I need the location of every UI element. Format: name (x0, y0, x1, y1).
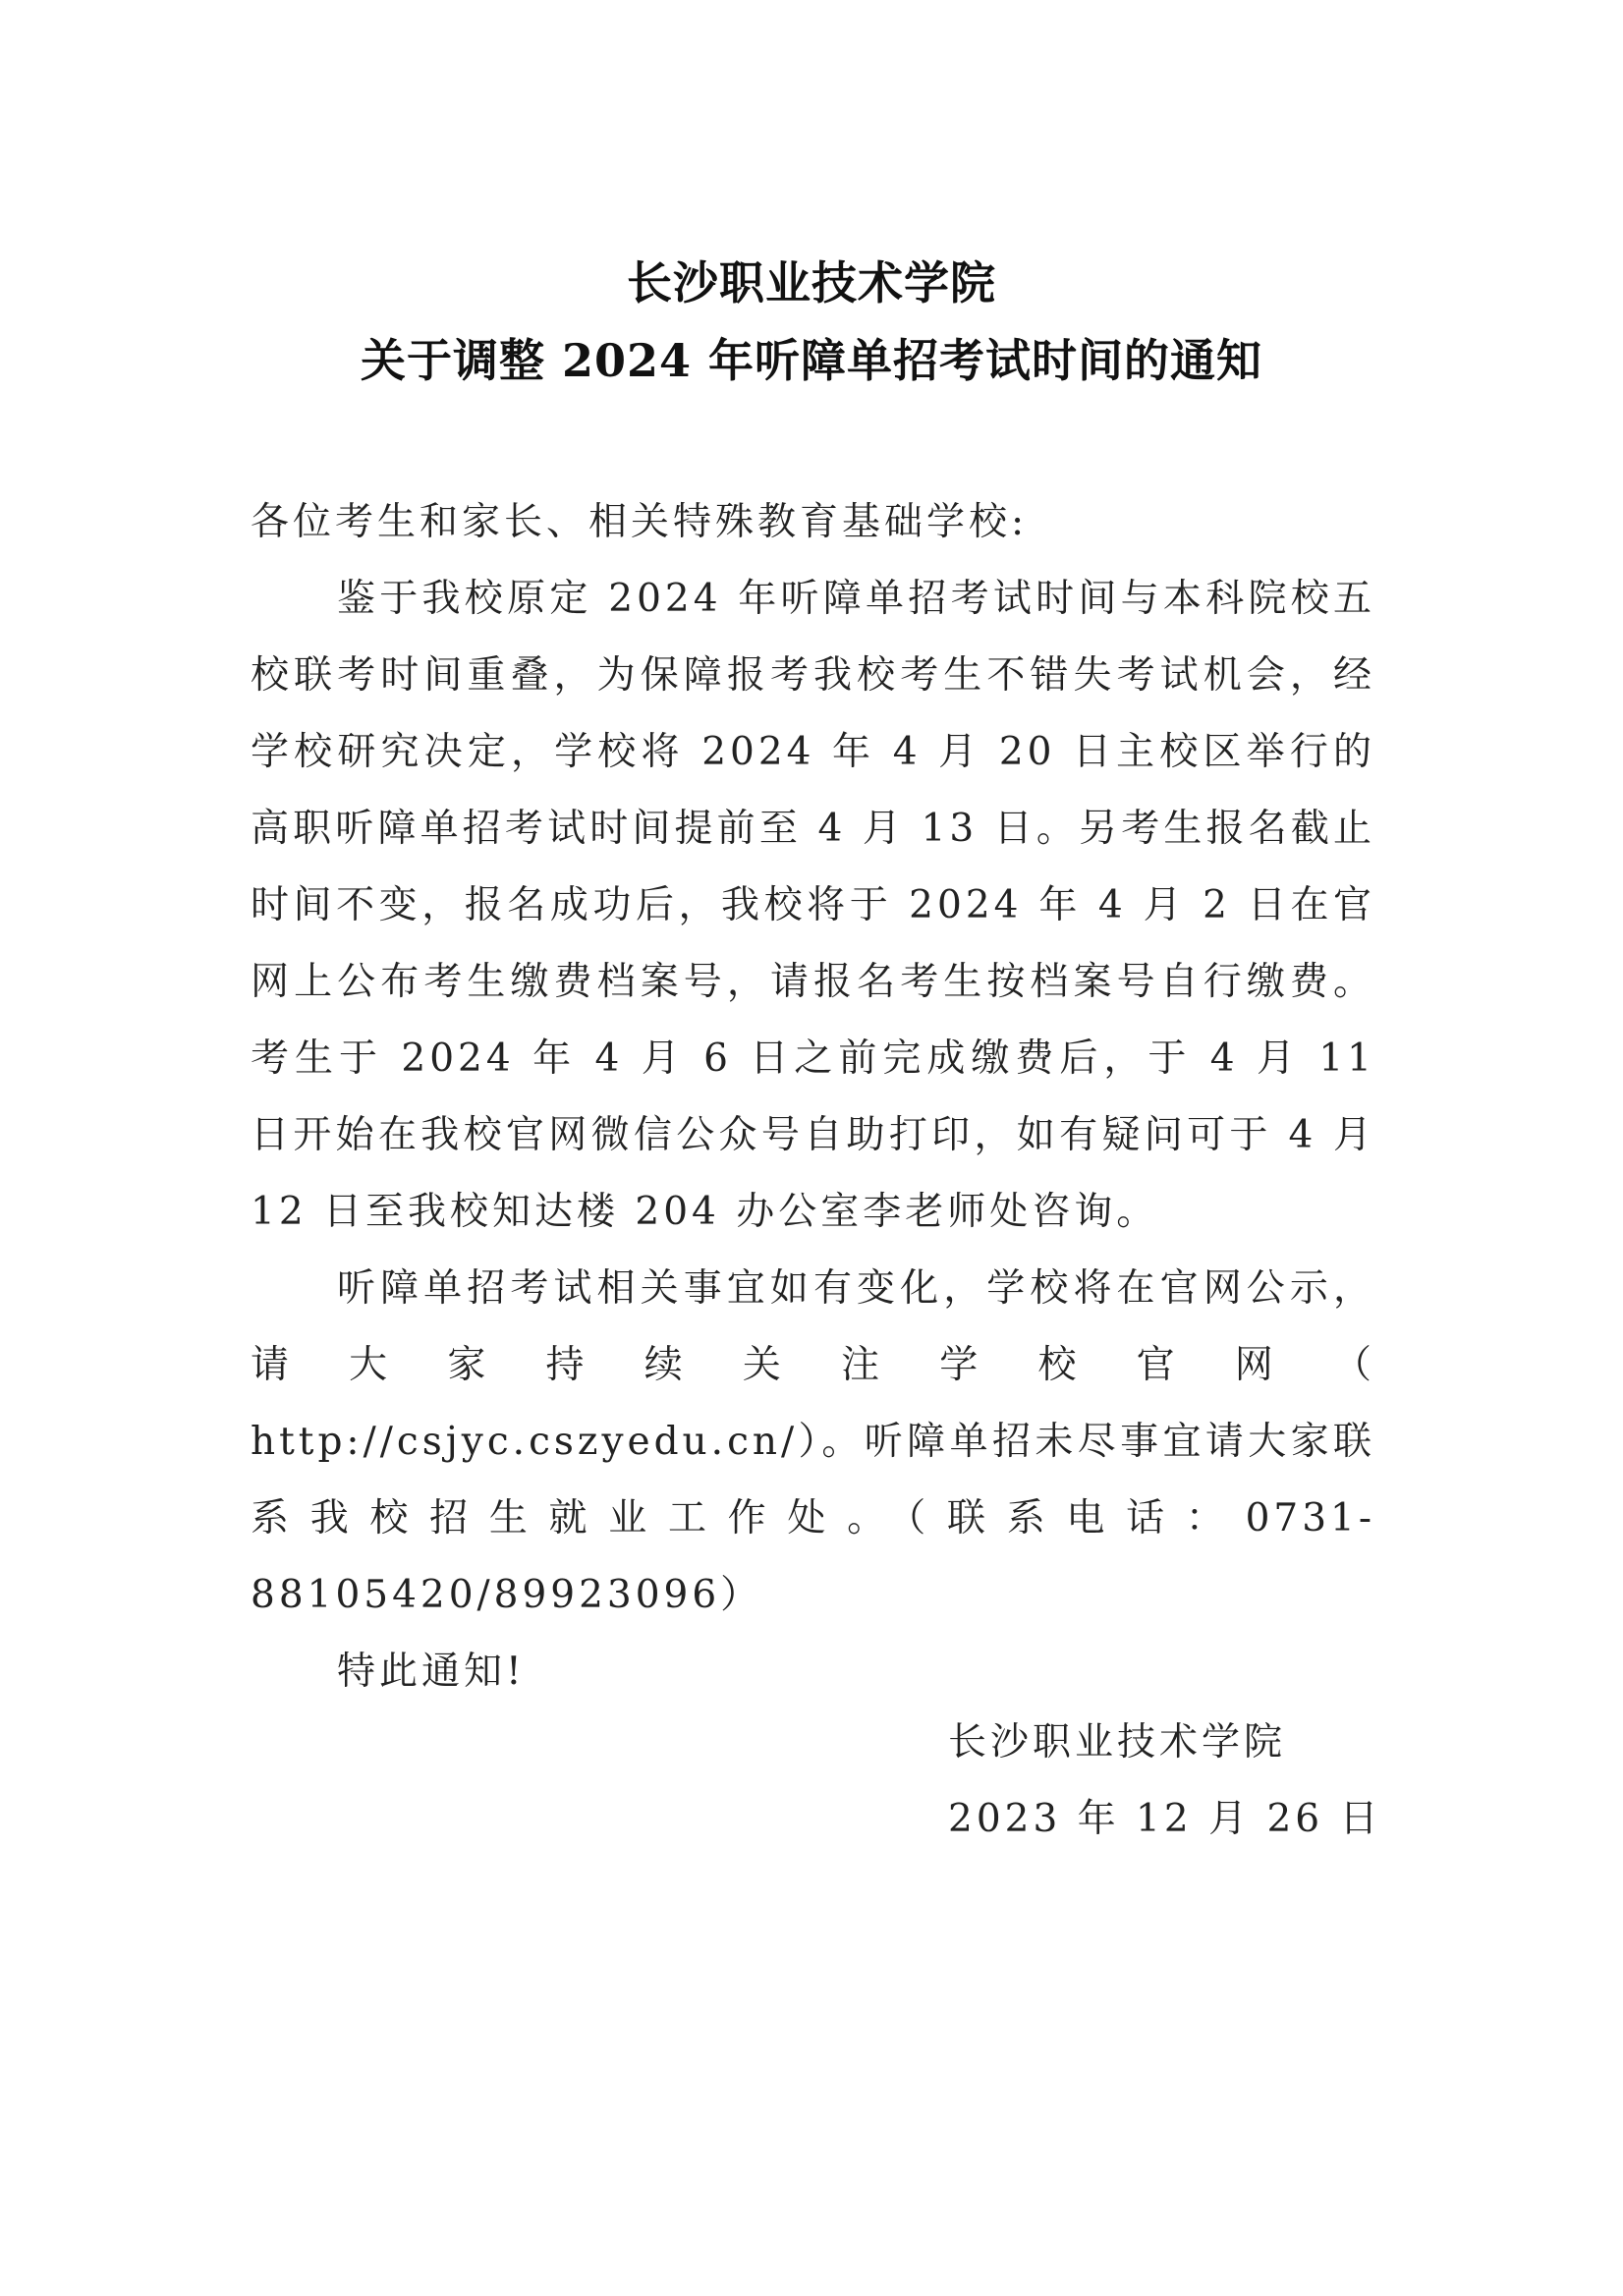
signature-organization: 长沙职业技术学院 (948, 1720, 1287, 1764)
signature-date: 2023 年 12 月 26 日 (948, 1797, 1382, 1841)
document-title-notice: 关于调整 2024 年听障单招考试时间的通知 (360, 334, 1263, 387)
signature-block (948, 1705, 1382, 1858)
document-title-institution: 长沙职业技术学院 (627, 256, 996, 309)
paragraph-schedule-change: 鉴于我校原定 2024 年听障单招考试时间与本科院校五校联考时间重叠，为保障报考我校考生不错失考试机会，经学校研究决定，学校将 2024 年 4 月 20 日主校区举行的高职听障单招考试时间提前至 4 月 13 日。另考生报名截止时间不变，报名成功后，我校将于 2024 年 4 月 2 日在官网上公布考生缴费档案号，请报名考生按档案号自行缴费。考生于 2024 年 4 月 6 日之前完成缴费后，于 4 月 11 日开始在我校官网微信公众号自助打印，如有疑问可于 4 月 12 日至我校知达楼 204 办公室李老师处咨询。 (251, 577, 1375, 1234)
document-body (251, 484, 1375, 1710)
closing-remark: 特此通知! (337, 1650, 526, 1694)
salutation: 各位考生和家长、相关特殊教育基础学校: (251, 500, 1029, 544)
paragraph-contact-info: 听障单招考试相关事宜如有变化，学校将在官网公示，请大家持续关注学校官网（ http://csjyc.cszyedu.cn/）。听障单招未尽事宜请大家联系我校招生就业工作处。（联系电话：0731-88105420/89923096） (251, 1266, 1375, 1617)
